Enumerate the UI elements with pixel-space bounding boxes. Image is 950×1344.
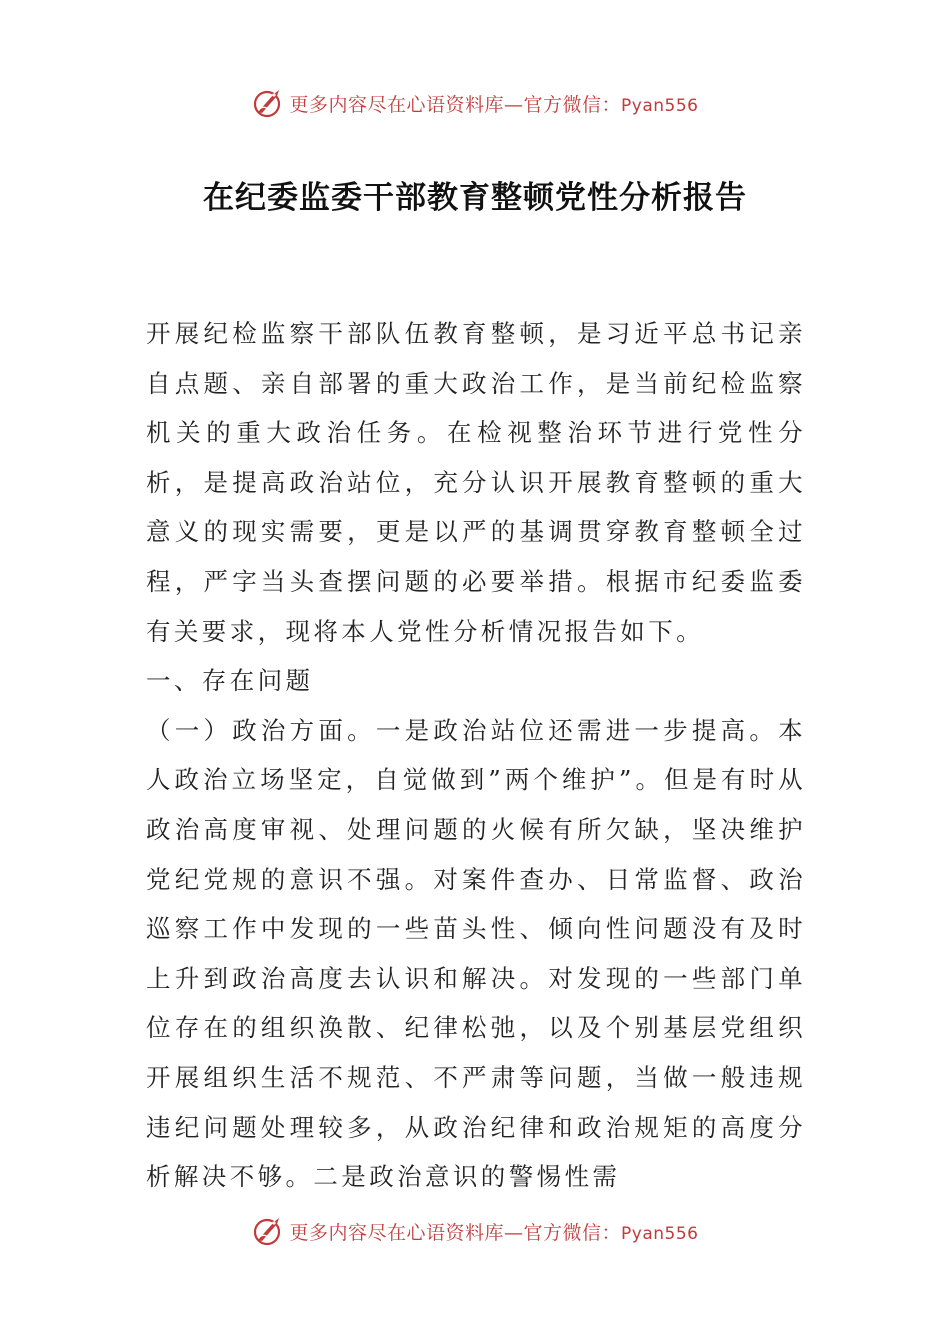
document-body [146, 309, 806, 1202]
section-heading: 一、存在问题 [146, 666, 314, 696]
watermark-contact: Pyan556 [621, 1223, 699, 1244]
pen-logo-icon [252, 86, 286, 120]
section-paragraph: （一）政治方面。一是政治站位还需进一步提高。本人政治立场坚定，自觉做到”两个维护”。但是有时从政治高度审视、处理问题的火候有所欠缺，坚决维护党纪党规的意识不强。对案件查办、日常监督、政治巡察工作中发现的一些苗头性、倾向性问题没有及时上升到政治高度去认识和解决。对发现的一些部门单位存在的组织涣散、纪律松弛，以及个别基层党组织开展组织生活不规范、不严肃等问题，当做一般违规违纪问题处理较多，从政治纪律和政治规矩的高度分析解决不够。二是政治意识的警惕性需 [146, 715, 806, 1192]
watermark-contact: Pyan556 [621, 95, 699, 116]
document-title: 在纪委监委干部教育整顿党性分析报告 [203, 180, 747, 216]
intro-paragraph: 开展纪检监察干部队伍教育整顿，是习近平总书记亲自点题、亲自部署的重大政治工作，是当前纪检监察机关的重大政治任务。在检视整治环节进行党性分析，是提高政治站位，充分认识开展教育整顿的重大意义的现实需要，更是以严的基调贯穿教育整顿全过程，严字当头查摆问题的必要举措。根据市纪委监委有关要求，现将本人党性分析情况报告如下。 [146, 319, 806, 646]
watermark-text: 更多内容尽在心语资料库—官方微信：Pyan556 [289, 93, 699, 116]
watermark-banner-bottom [0, 1209, 950, 1253]
pen-logo-icon [252, 1214, 286, 1248]
watermark-banner-top [0, 81, 950, 125]
watermark-text: 更多内容尽在心语资料库—官方微信：Pyan556 [289, 1221, 699, 1244]
